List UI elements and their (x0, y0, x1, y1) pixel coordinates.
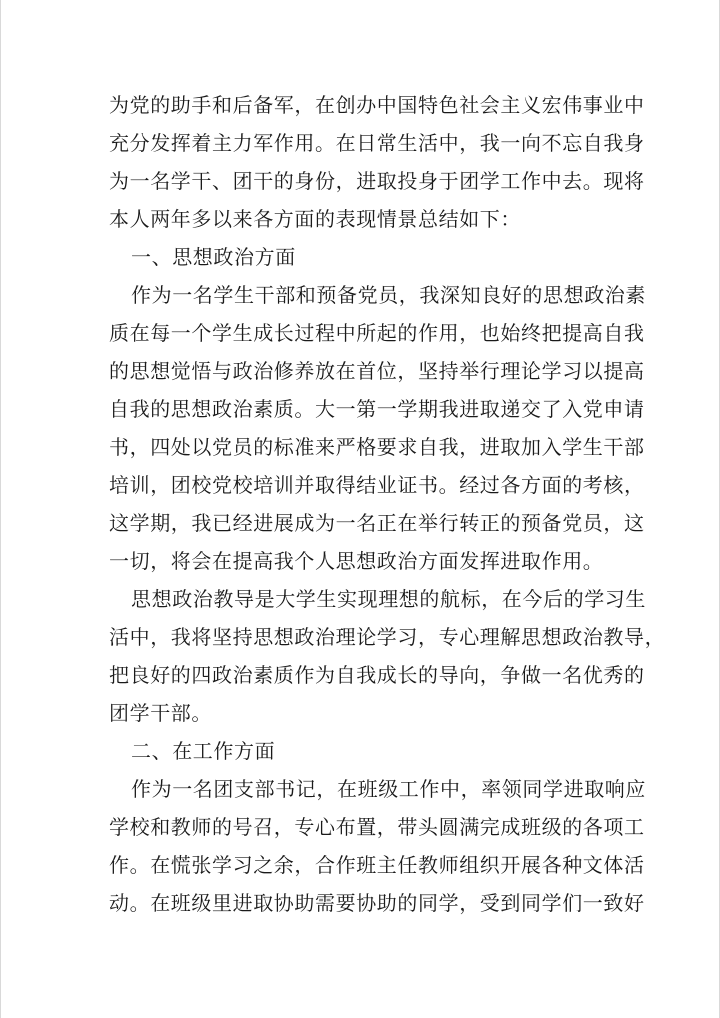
paragraph-line: 这学期，我已经进展成为一名正在举行转正的预备党员，这 (109, 511, 645, 535)
body-text (109, 86, 666, 922)
paragraph-line: 团学干部。 (109, 701, 212, 725)
paragraph-line: 把良好的四政治素质作为自我成长的导向，争做一名优秀的 (109, 663, 645, 687)
paragraph-line: 充分发挥着主力军作用。在日常生活中，我一向不忘自我身 (109, 131, 645, 155)
paragraph-line: 思想政治教导是大学生实现理想的航标，在今后的学习生 (131, 587, 646, 611)
paragraph-line: 学校和教师的号召，专心布置，带头圆满完成班级的各项工 (109, 815, 645, 839)
paragraph-line: 作为一名团支部书记，在班级工作中，率领同学进取响应 (131, 777, 646, 801)
paragraph-line: 动。在班级里进取协助需要协助的同学，受到同学们一致好 (109, 891, 645, 915)
paragraph-line: 为党的助手和后备军，在创办中国特色社会主义宏伟事业中 (109, 93, 645, 117)
section-heading: 二、在工作方面 (131, 739, 276, 763)
paragraph-line: 质在每一个学生成长过程中所起的作用，也始终把提高自我 (109, 321, 645, 345)
section-heading: 一、思想政治方面 (131, 245, 296, 269)
paragraph-line: 培训，团校党校培训并取得结业证书。经过各方面的考核， (109, 473, 645, 497)
paragraph-line: 本人两年多以来各方面的表现情景总结如下： (109, 207, 521, 231)
paragraph-line: 书，四处以党员的标准来严格要求自我，进取加入学生干部 (109, 435, 645, 459)
paragraph-line: 作。在慌张学习之余，合作班主任教师组织开展各种文体活 (109, 853, 645, 877)
paragraph-line: 为一名学干、团干的身份，进取投身于团学工作中去。现将 (109, 169, 645, 193)
paragraph-line: 的思想觉悟与政治修养放在首位，坚持举行理论学习以提高 (109, 359, 645, 383)
paragraph-line: 自我的思想政治素质。大一第一学期我进取递交了入党申请 (109, 397, 645, 421)
paragraph-line: 一切，将会在提高我个人思想政治方面发挥进取作用。 (109, 549, 604, 573)
paragraph-line: 作为一名学生干部和预备党员，我深知良好的思想政治素 (131, 283, 646, 307)
paragraph-line: 活中，我将坚持思想政治理论学习，专心理解思想政治教导， (109, 625, 666, 649)
